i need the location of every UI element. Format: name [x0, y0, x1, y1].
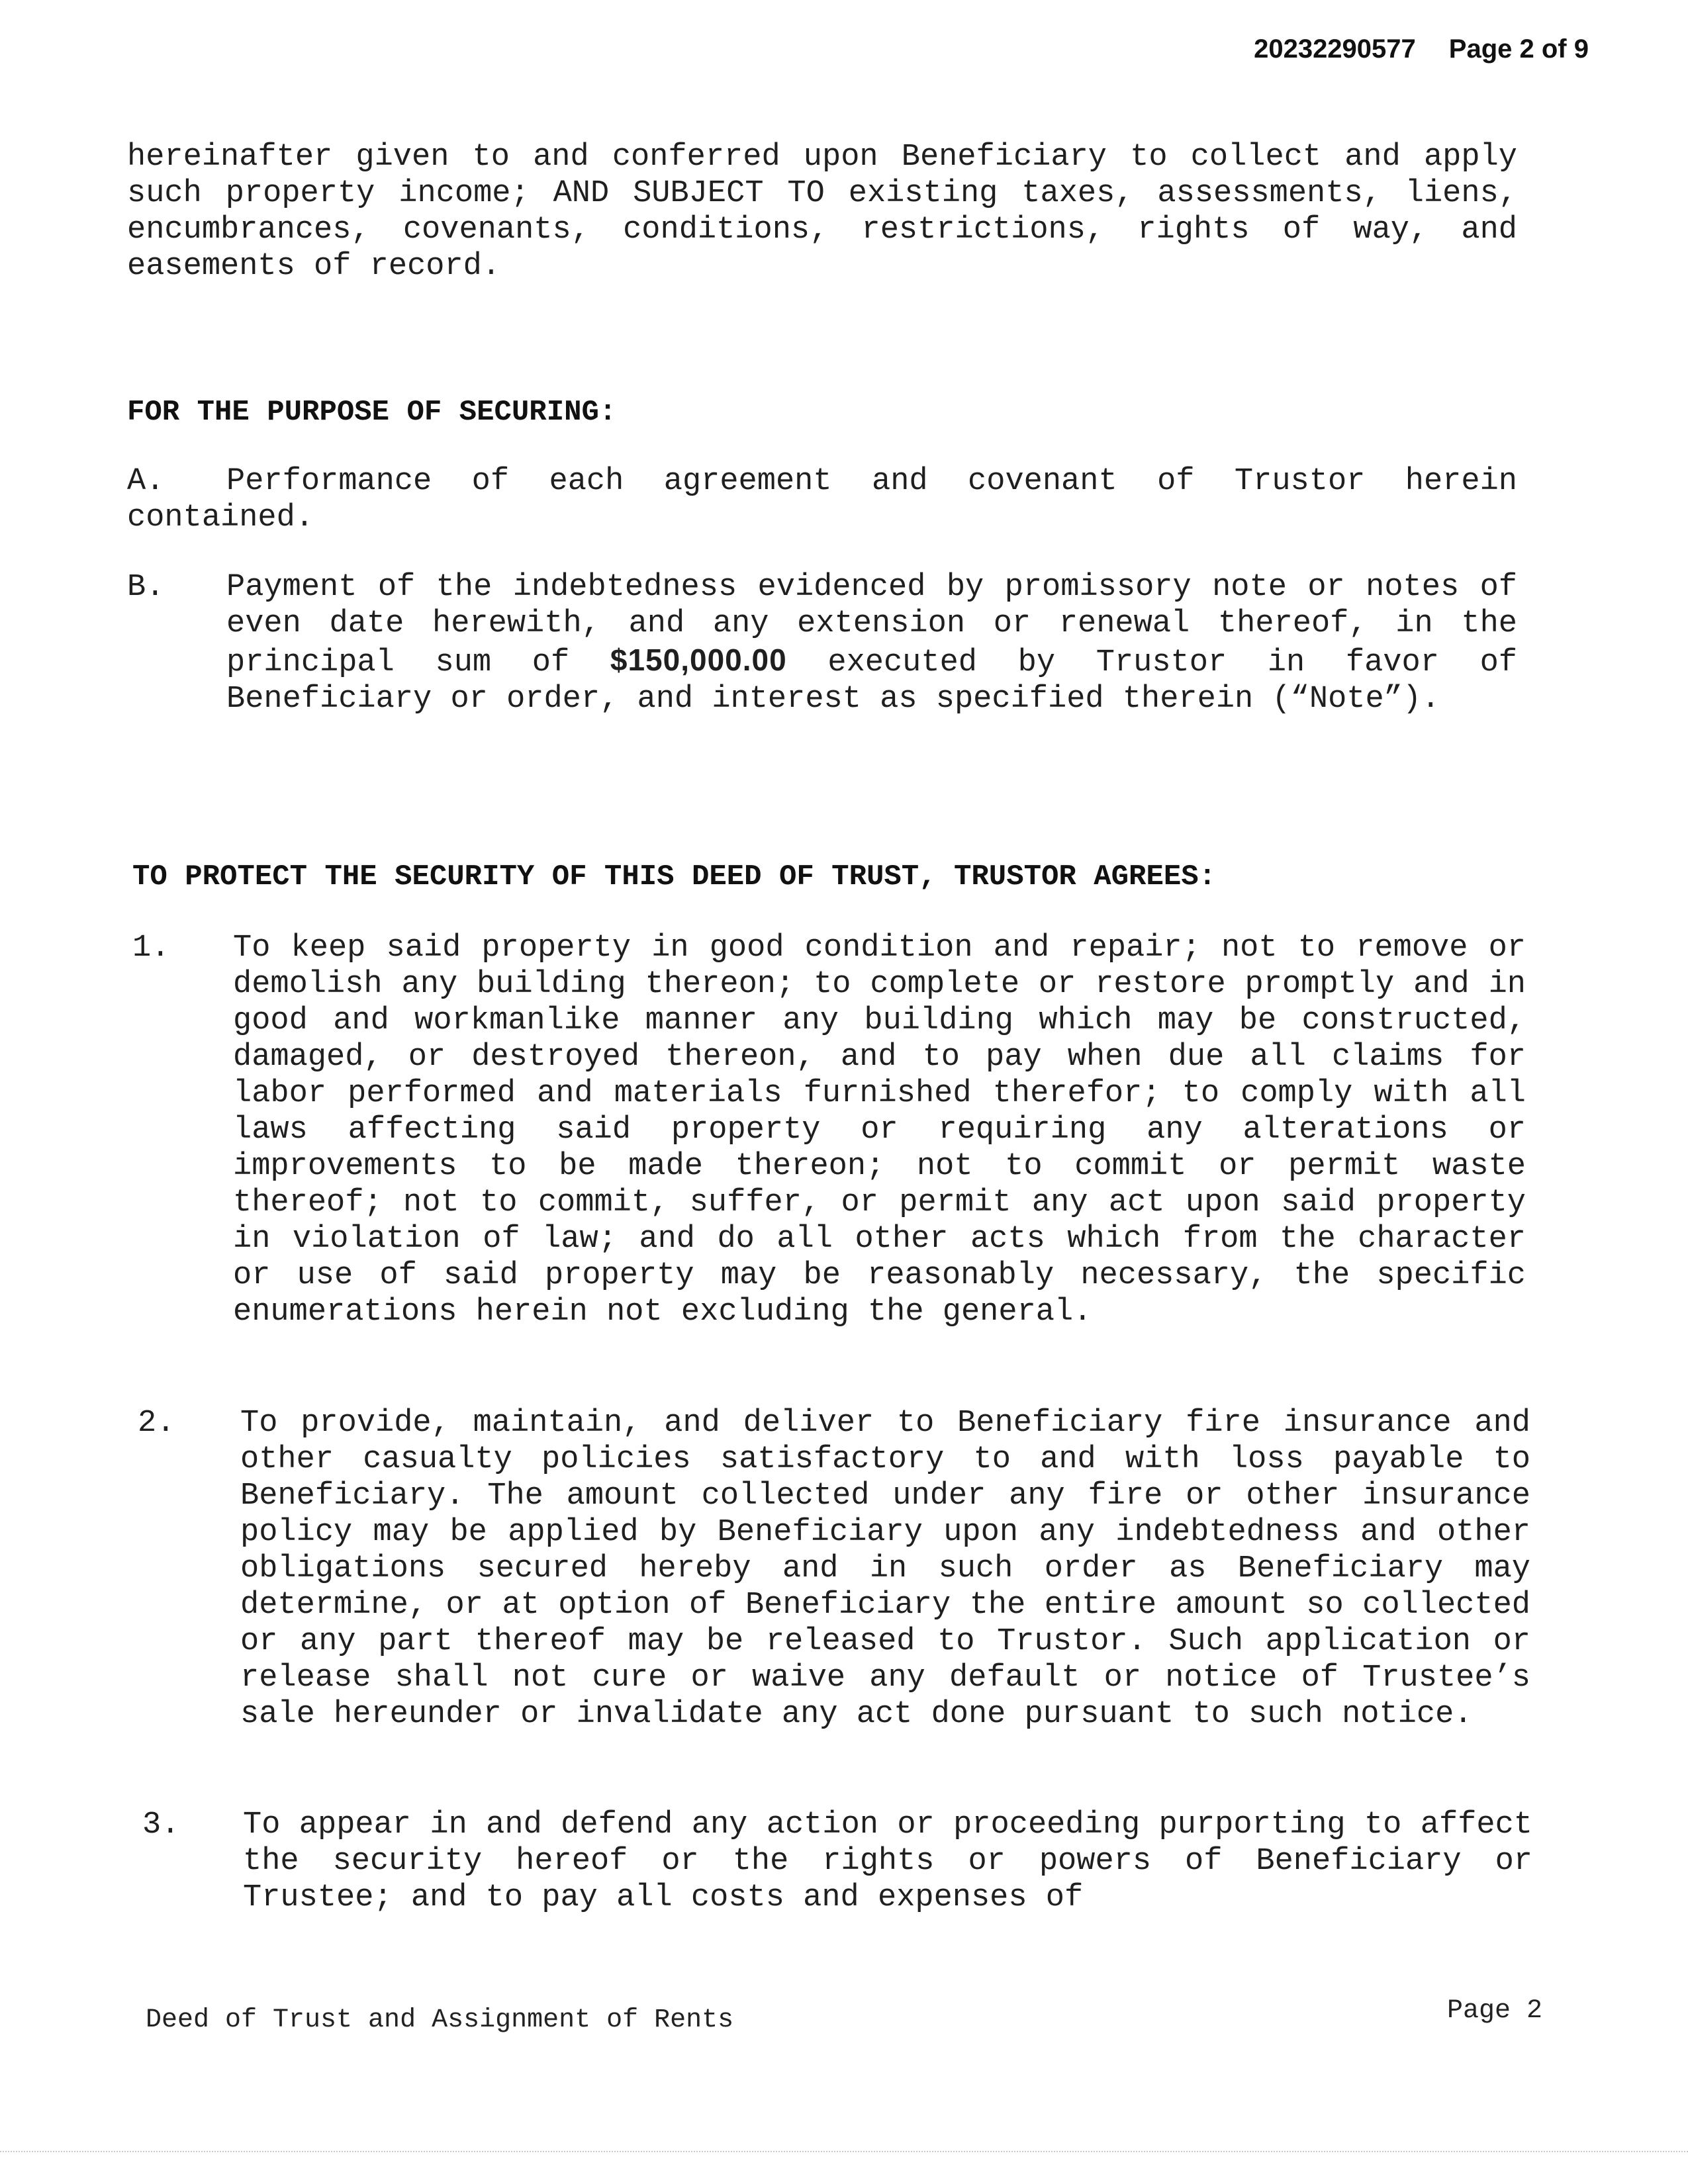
purpose-item-b-text-start: Payment of the indebtedness evidenced by promissory note or notes of even date herewith, and any extension or renewal thereof, in the principal sum of	[226, 570, 1517, 680]
intro-paragraph: hereinafter given to and conferred upon Beneficiary to collect and apply such property income; AND SUBJECT TO existing taxes, assessments, liens, encumbrances, covenants, conditions, restrictions, rights of way, and easements of record.	[127, 140, 1517, 284]
purpose-heading: FOR THE PURPOSE OF SECURING:	[127, 396, 617, 429]
protect-item-1-marker: 1.	[132, 931, 170, 966]
protect-item-2-marker: 2.	[138, 1406, 175, 1441]
footer-document-title: Deed of Trust and Assignment of Rents	[146, 2005, 734, 2035]
protect-item-3-text: To appear in and defend any action or proceeding purporting to affect the security hereof or the rights or powers of Beneficiary or Trustee; and to pay all costs and expenses of	[243, 1807, 1532, 1915]
scan-edge-divider	[0, 2151, 1688, 2152]
document-number: 20232290577	[1254, 34, 1416, 64]
protect-heading: TO PROTECT THE SECURITY OF THIS DEED OF TRUST, TRUSTOR AGREES:	[132, 860, 1217, 893]
protect-item-3-marker: 3.	[142, 1807, 180, 1843]
protect-item-1	[132, 930, 1526, 1330]
purpose-item-b-marker: B.	[127, 570, 165, 605]
protect-item-2	[138, 1405, 1530, 1733]
purpose-item-b-body	[226, 569, 1517, 717]
purpose-item-b	[127, 569, 1517, 717]
footer-page-number: Page 2	[1446, 1996, 1542, 2026]
principal-amount: $150,000.00	[610, 643, 787, 677]
purpose-item-a-marker: A.	[127, 464, 165, 499]
recording-header	[1254, 34, 1589, 64]
page-of-total: Page 2 of 9	[1448, 34, 1589, 64]
protect-item-3	[142, 1807, 1532, 1916]
purpose-item-a	[127, 463, 1517, 536]
purpose-item-a-text: Performance of each agreement and covenant of Trustor herein contained.	[127, 464, 1517, 535]
purpose-item-b-text-end: executed by Trustor in favor of Beneficiary or order, and interest as specified therein (“Note”).	[226, 645, 1517, 717]
protect-item-2-text: To provide, maintain, and deliver to Beneficiary fire insurance and other casualty policies satisfactory to and with loss payable to Beneficiary. The amount collected under any fire or other insurance policy may be applied by Beneficiary upon any indebtedness and other obligations secured hereby and in such order as Beneficiary may determine, or at option of Beneficiary the entire amount so collected or any part thereof may be released to Trustor. Such application or release shall not cure or waive any default or notice of Trustee’s sale hereunder or invalidate any act done pursuant to such notice.	[240, 1406, 1530, 1732]
protect-item-1-text: To keep said property in good condition and repair; not to remove or demolish any building thereon; to complete or restore promptly and in good and workmanlike manner any building which may be constructed, damaged, or destroyed thereon, and to pay when due all claims for labor performed and materials furnished therefor; to comply with all laws affecting said property or requiring any alterations or improvements to be made thereon; not to commit or permit waste thereof; not to commit, suffer, or permit any act upon said property in violation of law; and do all other acts which from the character or use of said property may be reasonably necessary, the specific enumerations herein not excluding the general.	[233, 931, 1526, 1330]
